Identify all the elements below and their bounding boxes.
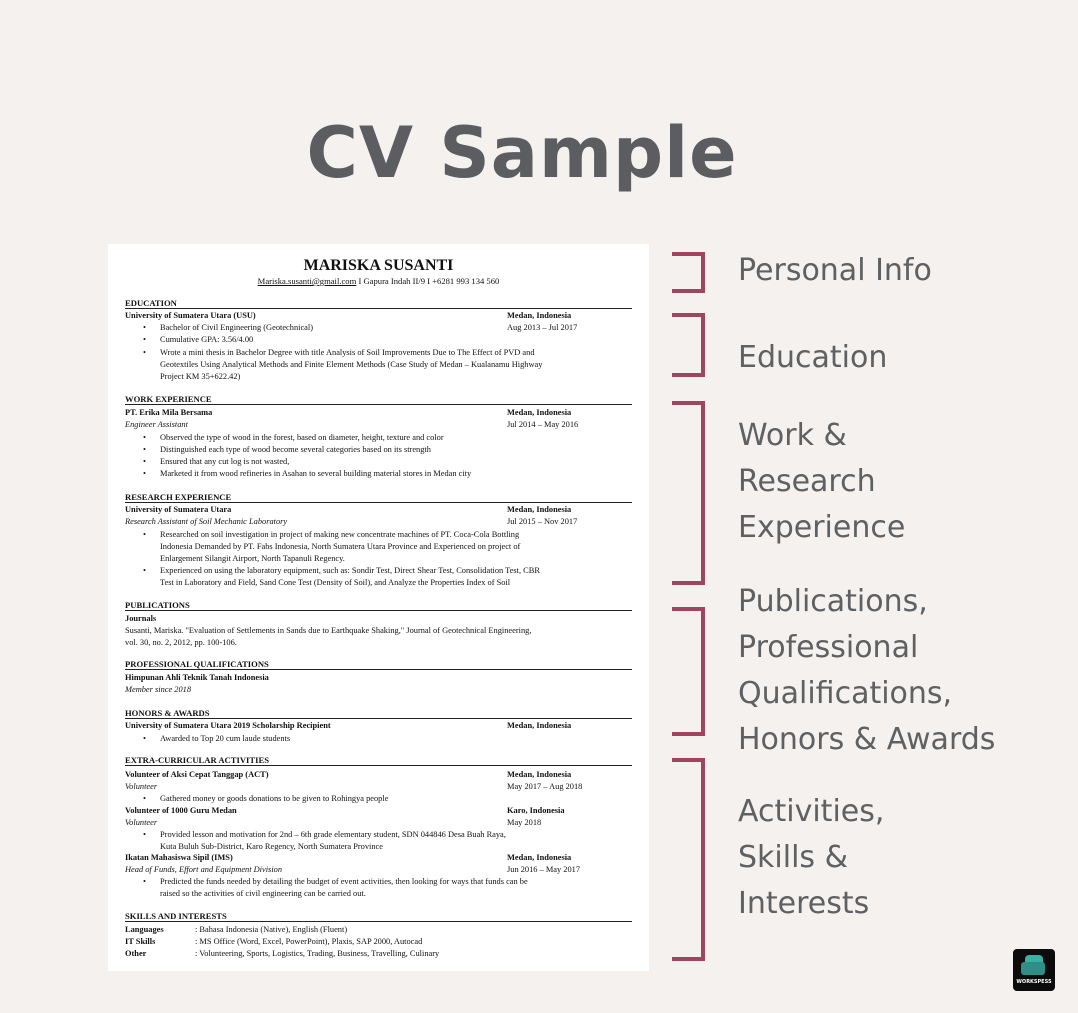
education-bullet: • Bachelor of Civil Engineering (Geotechnical) Aug 2013 – Jul 2017	[143, 323, 578, 332]
activity-role-row: Volunteer May 2017 – Aug 2018	[125, 782, 583, 791]
section-heading-skills: SKILLS AND INTERESTS	[125, 911, 632, 922]
bullet-icon: •	[143, 457, 146, 466]
section-heading-honors: HONORS & AWARDS	[125, 708, 632, 719]
publications-sub: Journals	[125, 614, 157, 623]
bullet-icon: •	[143, 566, 146, 575]
education-org: University of Sumatera Utara (USU)	[125, 311, 256, 320]
work-org-row: PT. Erika Mila Bersama Medan, Indonesia	[125, 408, 572, 417]
bullet-icon: •	[143, 335, 146, 344]
skills-row: Languages : Bahasa Indonesia (Native), English (Fluent)	[125, 925, 348, 934]
bullet-icon: •	[143, 877, 146, 886]
section-heading-work: WORK EXPERIENCE	[125, 394, 632, 405]
honors-org-row: University of Sumatera Utara 2019 Scholarship Recipient Medan, Indonesia	[125, 721, 572, 730]
bullet-icon: •	[143, 469, 146, 478]
bracket-activities	[672, 758, 705, 961]
cv-contact	[108, 276, 649, 286]
bullet-icon: •	[143, 348, 146, 357]
education-dates: Aug 2013 – Jul 2017	[507, 323, 578, 332]
bracket-education	[672, 313, 705, 377]
cv-name: MARISKA SUSANTI	[303, 257, 454, 274]
workspess-logo	[1013, 949, 1055, 991]
logo-text: WORKSPESS	[1016, 979, 1052, 985]
section-heading-research: RESEARCH EXPERIENCE	[125, 492, 632, 503]
label-education: Education	[738, 340, 888, 375]
label-publications: Publications, Professional Qualifications, Honors & Awards	[738, 584, 996, 757]
bullet-icon: •	[143, 323, 146, 332]
section-heading-publications: PUBLICATIONS	[125, 600, 632, 611]
education-location: Medan, Indonesia	[507, 311, 572, 320]
section-heading-education: EDUCATION	[125, 298, 632, 309]
bracket-experience	[672, 401, 705, 585]
bullet-icon: •	[143, 445, 146, 454]
section-heading-activities: EXTRA-CURRICULAR ACTIVITIES	[125, 755, 632, 766]
bullet-icon: •	[143, 734, 146, 743]
publication-line: Susanti, Mariska. "Evaluation of Settlements in Sands due to Earthquake Shaking," Journal of Geotechnical Engineering,	[125, 626, 532, 635]
label-experience: Work & Research Experience	[738, 418, 906, 545]
page-title: CV Sample	[306, 112, 738, 194]
section-heading-qualifications: PROFESSIONAL QUALIFICATIONS	[125, 659, 632, 670]
briefcase-body-icon	[1021, 962, 1045, 975]
bullet-icon: •	[143, 530, 146, 539]
education-org-row	[125, 310, 632, 321]
activity-org-row: Volunteer of Aksi Cepat Tanggap (ACT) Medan, Indonesia	[125, 770, 572, 779]
qualification-note: Member since 2018	[125, 685, 192, 694]
label-activities: Activities, Skills & Interests	[738, 794, 885, 921]
label-personal-info: Personal Info	[738, 253, 932, 288]
skills-row: Other : Volunteering, Sports, Logistics, Trading, Business, Travelling, Culinary	[125, 949, 440, 958]
bullet-icon: •	[143, 794, 146, 803]
bracket-personal	[672, 252, 705, 293]
cv-contact-details: I Gapura Indah II/9 I +6281 993 134 560	[356, 276, 500, 286]
research-org-row: University of Sumatera Utara Medan, Indonesia	[125, 505, 572, 514]
cv-email[interactable]: Mariska.susanti@gmail.com	[257, 276, 357, 286]
bullet-icon: •	[143, 830, 146, 839]
bullet-icon: •	[143, 433, 146, 442]
skills-row: IT Skills : MS Office (Word, Excel, PowerPoint), Plaxis, SAP 2000, Autocad	[125, 937, 423, 946]
qualification-org: Himpunan Ahli Teknik Tanah Indonesia	[125, 673, 269, 682]
activity-org-row: Ikatan Mahasiswa Sipil (IMS) Medan, Indonesia	[125, 853, 572, 862]
publication-line: vol. 30, no. 2, 2012, pp. 100-106.	[125, 638, 237, 647]
activity-role-row: Volunteer May 2018	[125, 818, 542, 827]
activity-org-row: Volunteer of 1000 Guru Medan Karo, Indonesia	[125, 806, 565, 815]
work-role-row: Engineer Assistant Jul 2014 – May 2016	[125, 420, 579, 429]
cv-document: MARISKA SUSANTI Mariska.susanti@gmail.com I Gapura Indah II/9 I +6281 993 134 560 EDUCATION University of Sumatera Utara (USU) Medan, Indonesia • Bachelor of Civil Engineering (Geotechnical) Aug 2013 – Jul 2017 • Cumulative GPA: 3.56/4.00 • Wrote a mini thesis in Bachelor Degree with title Analysis of Soil Improvements Due to The Effect of PVD and Geotextiles Using Analytical Methods and Finite Element Methods (Case Study of Medan – Kualanamu Highway Project KM 35+622.42) WORK EXPERIENCE PT. Erika Mila Bersama Medan, Indonesia Engineer Assistant Jul 2014 – May 2016 • Observed the type of wood in the forest, based on diameter, height, texture and color • Distinguished each type of wood become several categories based on its strength • Ensured that any cut log is not wasted, • Marketed it from wood refineries in Asahan to several building material stores in Medan city RESEARCH EXPERIENCE University of Sumatera Utara Medan, Indonesia Research Assistant of Soil Mechanic Laboratory Jul 2015 – Nov 2017 • Researched on soil investigation in project of making new concentrate machines of PT. Coca-Cola Bottling Indonesia Demanded by PT. Fabs Indonesia, North Sumatera Utara Province and Experienced on project of Enlargement Silangit Airport, North Tapanuli Regency. • Experienced on using the laboratory equipment, such as: Sondir Test, Direct Shear Test, Consolidation Test, CBR Test in Laboratory and Field, Sand Cone Test (Density of Soil), and Analyze the Properties Index of Soil PUBLICATIONS Journals Susanti, Mariska. "Evaluation of Settlements in Sands due to Earthquake Shaking," Journal of Geotechnical Engineering, vol. 30, no. 2, 2012, pp. 100-106. PROFESSIONAL QUALIFICATIONS Himpunan Ahli Teknik Tanah Indonesia Member since 2018 HONORS & AWARDS University of Sumatera Utara 2019 Scholarship Recipient Medan, Indonesia • Awarded to Top 20 cum laude students EXTRA-CURRICULAR ACTIVITIES Volunteer of Aksi Cepat Tanggap (ACT) Medan, Indonesia Volunteer May 2017 – Aug 2018 • Gathered money or goods donations to be given to Rohingya people Volunteer of 1000 Guru Medan Karo, Indonesia Volunteer May 2018 • Provided lesson and motivation for 2nd – 6th grade elementary student, SDN 044846 Desa Buah Raya, Kuta Buluh Sub-District, Karo Regency, North Sumatera Province Ikatan Mahasiswa Sipil (IMS) Medan, Indonesia Head of Funds, Effort and Equipment Division Jun 2016 – May 2017 • Predicted the funds needed by detailing the budget of event activities, then looking for ways that funds can be raised so the activities of civil engineering can be carried out. SKILLS AND INTERESTS Languages : Bahasa Indonesia (Native), English (Fluent) IT Skills : MS Office (Word, Excel, PowerPoint), Plaxis, SAP 2000, Autocad Other : Volunteering, Sports, Logistics, Trading, Business, Travelling, Culinary	[108, 244, 649, 971]
research-role-row: Research Assistant of Soil Mechanic Laboratory Jul 2015 – Nov 2017	[125, 517, 578, 526]
bracket-publications	[672, 607, 705, 736]
activity-role-row: Head of Funds, Effort and Equipment Division Jun 2016 – May 2017	[125, 865, 581, 874]
